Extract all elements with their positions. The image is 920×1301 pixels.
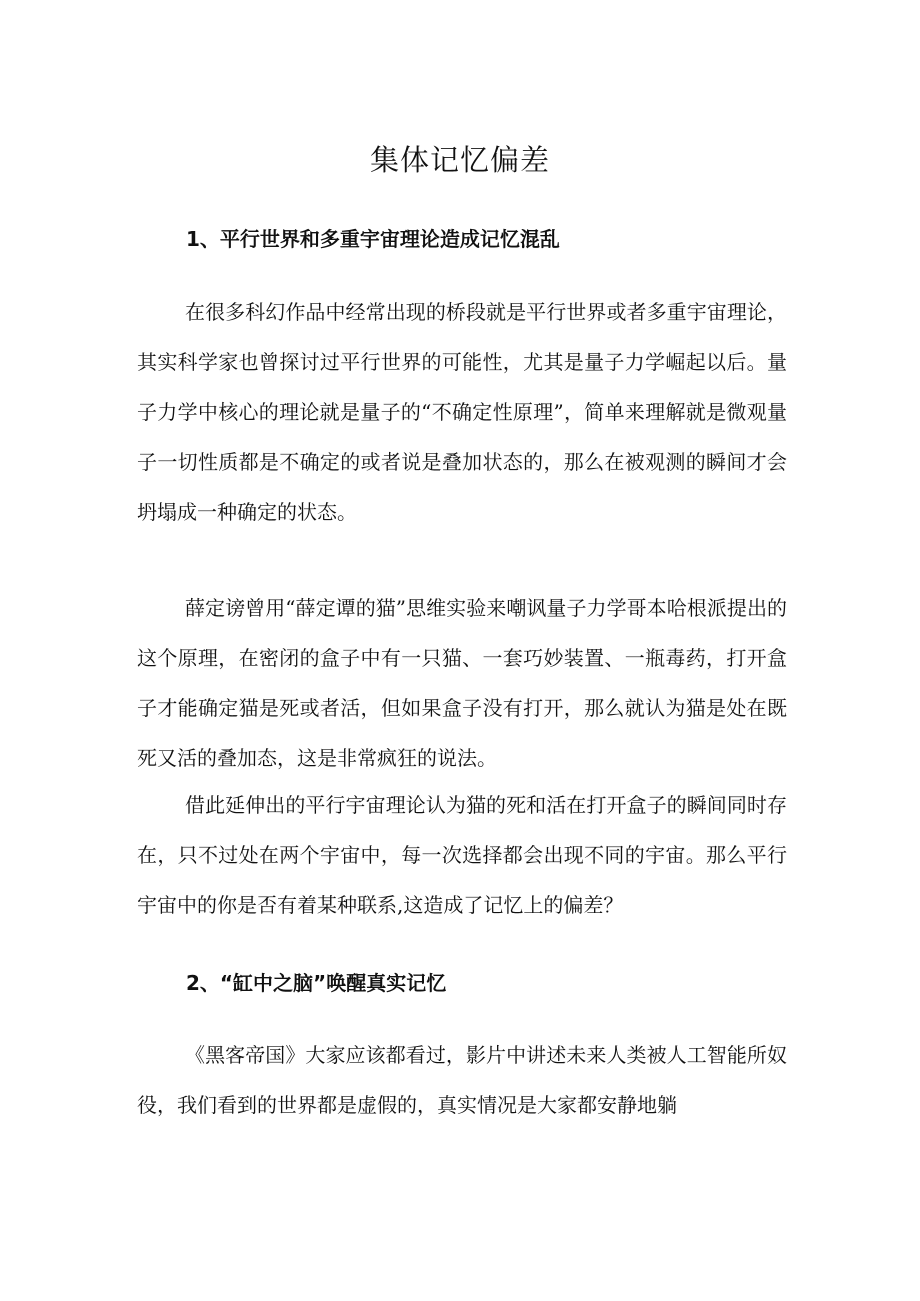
paragraph: 借此延伸出的平行宇宙理论认为猫的死和活在打开盒子的瞬间同时存在，只不过处在两个宇宙中，每一次选择都会出现不同的宇宙。那么平行宇宙中的你是否有着某种联系,这造成了记忆上的偏差？ [137,793,787,917]
paragraph: 《黑客帝国》大家应该都看过，影片中讲述未来人类被人工智能所奴役，我们看到的世界都是虚假的，真实情况是大家都安静地躺 [137,1043,787,1117]
section-heading-2: 2、“缸中之脑”唤醒真实记忆 [186,971,447,995]
paragraph: 薛定谤曾用“薛定谭的猫”思维实验来嘲讽量子力学哥本哈根派提出的这个原理，在密闭的盒子中有一只猫、一套巧妙装置、一瓶毒药，打开盒子才能确定猫是死或者活，但如果盒子没有打开，那么就认为猫是处在既死又活的叠加态，这是非常疯狂的说法。 [137,596,787,770]
section-heading-1: 1、平行世界和多重宇宙理论造成记忆混乱 [186,227,560,251]
document-title: 集体记忆偏差 [369,143,550,177]
paragraph: 在很多科幻作品中经常出现的桥段就是平行世界或者多重宇宙理论，其实科学家也曾探讨过平行世界的可能性，尤其是量子力学崛起以后。量子力学中核心的理论就是量子的“不确定性原理”，简单来理解就是微观量子一切性质都是不确定的或者说是叠加状态的，那么在被观测的瞬间才会坍塌成一种确定的状态。 [137,300,787,524]
